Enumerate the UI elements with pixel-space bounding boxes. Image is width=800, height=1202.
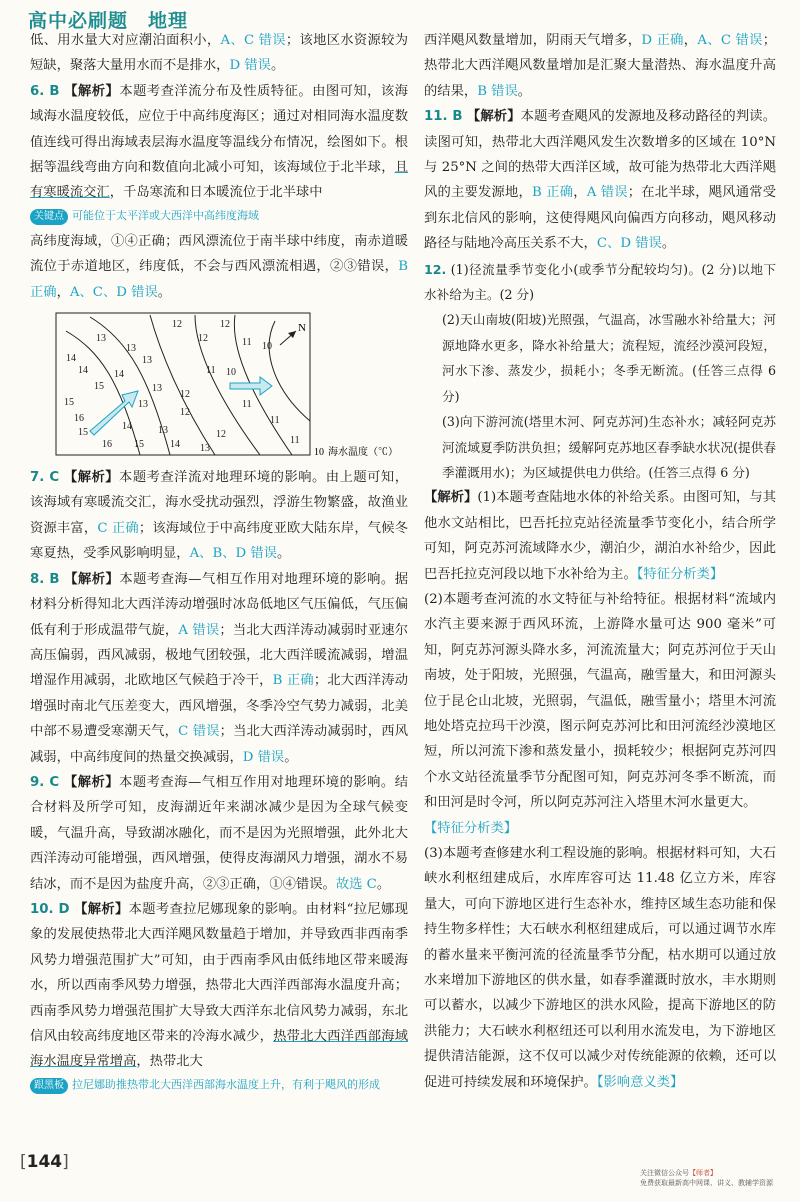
temperature-label: 10 [262, 341, 272, 353]
footer-text: 免费获取最新高中网课、讲义、教辅学资源 [640, 1179, 773, 1187]
analysis-tag: 【解析】 [64, 83, 120, 99]
cold-current-arrow [230, 377, 272, 395]
temperature-label: 14 [114, 369, 124, 381]
temperature-label: 11 [206, 365, 216, 377]
temperature-label: 14 [78, 365, 88, 377]
text: 本题考查海—气相互作用对地理环境的影响。结合材料及所学可知，皮海湖近年来湖冰减少是因为全球气候变暖，气温升高，导致湖冰融化，而不是因为光照增强，此外北大西洋涛动可能增强，西风增强，使得皮海湖风力增强，湖水不易结冰，而不是因为盐度升高，②③正确，①④错误。 [30, 774, 409, 892]
page-number: [144] [20, 1152, 69, 1172]
question-number: 12. [424, 261, 447, 277]
temperature-label: 14 [170, 439, 180, 451]
question-10-cont [424, 28, 776, 104]
answer-mark: 故选 C [335, 876, 377, 892]
answer-mark: D 错误 [229, 58, 271, 74]
question-number: 8. B [30, 571, 60, 587]
answer-mark: D 正确 [641, 33, 684, 48]
continued-paragraph [30, 28, 408, 79]
text: 本题考查海—气相互作用对地理环境的影响。据材料分析得知北大西洋涛动增强时冰岛低地区气压偏低，气压偏低有利于形成温带气旋， [30, 571, 408, 638]
temperature-label: 13 [138, 399, 148, 411]
question-number: 10. D [30, 901, 70, 917]
temperature-label: 13 [152, 383, 162, 395]
note-badge: 跟黑板 [30, 1078, 68, 1094]
text: 。 [284, 749, 298, 765]
text: 本题考查洋流分布及性质特征。由图可知，该海域海水温度较低，应位于中高纬度海区；通过对相同海水温度数值连线可得出海域表层海水温度等温线分布情况，绘图如下。根据等温线弯曲方向和数值向北减小可知，该海域位于北半球， [30, 83, 408, 176]
question-12-analysis-3 [424, 841, 776, 1095]
text: 高纬度海域，①④正确；西风漂流位于南半球中纬度，南赤道暖流位于赤道地区，纬度低，不会与西风漂流相遇，②③错误， [30, 233, 408, 275]
temperature-label: 11 [270, 415, 280, 427]
question-6 [30, 79, 408, 206]
category-tag: 【影响意义类】 [596, 1074, 684, 1090]
text: 西洋飓风数量增加，阴雨天气增多， [424, 33, 642, 48]
footer-highlight: 【师者】 [689, 1169, 717, 1177]
text: ；当北大西洋涛动减弱时，西风减弱，中高纬度间的热量交换减弱， [30, 724, 409, 765]
text: (2)本题考查河流的水文特征与补给特征。根据材料“流域内水汽主要来源于西风环流，上游降水量可达 900 毫米”可知，阿克苏河源头降水多，河流流量大；阿克苏河位于天山南坡，处于阳坡，光照强，气温高，融雪量大，和田河源头位于昆仑山北坡，光照弱，气温低，融雪量小；塔里木河流地处塔克拉玛干沙漠，图示阿克苏河比和田河流经沙漠地区短，所以河流下渗和蒸发量小，损耗较少；根据阿克苏河四个水文站径流量季节分配图可知，阿克苏河冬季不断流，而和田河是时令河，所以阿克苏河注入塔里木河水量更大。 [424, 591, 776, 811]
text: ， [56, 284, 70, 300]
text: 本题考查飓风的发源地及移动路径的判读。读图可知，热带北大西洋飓风发生次数增多的区域在 10°N 与 25°N 之间的热带大西洋区域，故可能为热带北大西洋飓风的主要发源地， [424, 109, 777, 201]
answer-mark: B 错误 [477, 83, 518, 99]
legend-label: 海水温度（℃） [328, 447, 398, 459]
answer-mark: C、D 错误 [596, 236, 662, 252]
question-number: 6. B [30, 83, 60, 99]
text: 。 [277, 546, 291, 562]
temperature-label: 12 [198, 333, 208, 345]
answer-mark: C 错误 [178, 724, 220, 740]
north-label: N [298, 322, 306, 335]
temperature-label: 15 [134, 439, 144, 451]
temperature-label: 12 [180, 389, 190, 401]
answer-mark: B 正确 [272, 673, 314, 689]
text: ；该地区水资源较为短缺，聚落大量用水而不是排水， [30, 33, 409, 74]
analysis-tag: 【解析】 [63, 470, 120, 486]
text: 。 [376, 876, 391, 892]
answer-mark: C 正确 [97, 520, 139, 536]
page-number-value: 144 [26, 1152, 63, 1172]
temperature-label: 15 [64, 397, 74, 409]
text: 本题考查洋流对地理环境的影响。由上题可知，该海域有寒暖流交汇，海水受扰动强烈，浮游生物繁盛，故渔业资源丰富， [30, 470, 409, 536]
question-number: 7. C [30, 470, 60, 486]
text: ， [683, 33, 698, 48]
question-12-analysis-2-tag [424, 816, 776, 841]
question-10 [30, 897, 408, 1075]
question-12-analysis-2 [424, 587, 776, 816]
answer-mark: A 错误 [178, 622, 220, 638]
temperature-label: 12 [180, 407, 190, 419]
analysis-tag: 【解析】 [466, 109, 521, 125]
text: ，千岛寒流和日本暖流位于北半球中 [109, 185, 323, 201]
analysis-tag: 【解析】 [74, 901, 129, 917]
question-12-answer-1 [424, 257, 776, 308]
text: 。 [157, 284, 172, 300]
question-number: 9. C [30, 774, 60, 790]
temperature-label: 13 [126, 343, 136, 355]
analysis-tag: 【解析】 [63, 774, 120, 790]
temperature-label: 13 [200, 443, 210, 455]
question-7 [30, 465, 408, 567]
temperature-label: 13 [142, 355, 152, 367]
category-tag: 【特征分析类】 [424, 820, 518, 836]
blackboard-note [30, 1077, 408, 1094]
note-badge: 关键点 [30, 209, 68, 225]
temperature-label: 12 [172, 319, 182, 331]
temperature-label: 16 [102, 439, 112, 451]
text: ；在北半球，飓风通常受到东北信风的影响，这使得飓风向偏西方向移动，飓风移动路径与陆地冷高压关系不大， [424, 185, 777, 252]
answer-mark: A、C、D 错误 [69, 284, 158, 300]
temperature-label: 13 [158, 425, 168, 437]
legend-number: 10 [314, 447, 324, 459]
text: (1)径流量季节变化小(或季节分配较均匀)。(2 分)以地下水补给为主。(2 分) [424, 261, 776, 303]
isotherm-figure [30, 311, 408, 461]
temperature-label: 14 [122, 421, 132, 433]
category-tag: 【特征分析类】 [636, 566, 724, 582]
text: ，热带北大 [136, 1054, 203, 1070]
question-9 [30, 770, 408, 897]
text: 。 [270, 58, 285, 74]
answer-mark: A、C 错误 [220, 33, 286, 48]
answer-mark: B 正确 [532, 185, 574, 201]
answer-mark: D 错误 [242, 749, 285, 765]
question-8 [30, 567, 408, 770]
temperature-label: 16 [74, 413, 84, 425]
text: 。 [517, 83, 532, 99]
answer-mark: A、B、D 错误 [189, 546, 278, 562]
keypoint-note [30, 208, 408, 225]
temperature-label: 11 [242, 399, 252, 411]
answer-mark: A、C 错误 [697, 33, 763, 48]
temperature-label: 14 [66, 353, 76, 365]
question-12-answer-3: (3)向下游河流(塔里木河、阿克苏河)生态补水；减轻阿克苏河流域夏季防洪负担；缓解阿克苏地区春季缺水状况(提供春季灌溉用水)；为区域提供电力供给。(任答三点得 6 分) [442, 414, 776, 480]
text: (3)本题考查修建水利工程设施的影响。根据材料可知，大石峡水利枢纽建成后，水库库容可达 11.48 亿立方米，库容量大，可向下游地区进行生态补水，维持区域生态功能和保持生物多样性；大石峡水利枢纽建成后，可以通过调节水库的蓄水量来平衡河流的径流量季节分配，枯水期可以通过放水来增加下游地区的供水量，如春季灌溉时放水，丰水期则可以蓄水，以减少下游地区的洪水风险，提高下游地区的防洪能力；大石峡水利枢纽还可以利用水流发电，为下游地区提供清洁能源，这不仅可以减少对传统能源的依赖，还可以促进可持续发展和环境保护。 [424, 846, 776, 1090]
text: ；当北大西洋涛动减弱时亚速尔高压偏弱，西风减弱，极地气团较强，北大西洋暖流减弱，增温增湿作用减弱，北欧地区气候趋于冷干， [30, 622, 409, 689]
footer-text: 关注微信公众号 [640, 1169, 689, 1177]
book-title: 高中必刷题 地理 [28, 10, 189, 32]
question-number: 11. B [424, 109, 463, 125]
temperature-label: 11 [242, 337, 252, 349]
answer-mark: A 错误 [586, 185, 628, 201]
note-text: 可能位于太平洋或大西洋中高纬度海域 [72, 208, 259, 222]
temperature-label: 10 [226, 367, 236, 379]
analysis-tag: 【解析】 [424, 490, 478, 506]
left-column [30, 28, 408, 1098]
footer-note [640, 1168, 790, 1188]
underlined-keypoint: 且有寒暖流交汇 [30, 160, 408, 201]
temperature-label: 15 [78, 427, 88, 439]
temperature-label: 12 [216, 429, 226, 441]
text: ；热带北大西洋飓风数量增加是汇聚大量潜热、海水温度升高的结果， [424, 33, 777, 99]
answer-mark: B 正确 [30, 259, 408, 300]
text: 本题考查拉尼娜现象的影响。由材料“拉尼娜现象的发展使热带北大西洋飓风数量趋于增加，并导致西非西南季风势力增强范围扩大”可知，由于西南季风由低纬地区带来暖海水，所以西南季风势力增强，热带北大西洋西部海水温度升高；西南季风势力增强范围扩大导致大西洋东北信风势力减弱，东北信风由较高纬度地区带来的冷海水减少， [30, 901, 408, 1044]
text: (1)本题考查陆地水体的补给关系。由图可知，与其他水文站相比，巴吾托拉克站径流量季节变化小，结合所学可知，阿克苏河流域降水少，潮泊少，湖泊水补给少，因此巴吾托拉克河段以地下水补给为主。 [424, 490, 776, 582]
text: 低、用水量大对应潮泊面积小， [30, 33, 221, 48]
analysis-tag: 【解析】 [64, 571, 120, 587]
question-6-cont [30, 229, 408, 305]
temperature-label: 12 [220, 319, 230, 331]
isotherm-map [30, 311, 408, 461]
question-12-analysis-1 [424, 485, 776, 587]
right-column [424, 28, 776, 1095]
temperature-label: 11 [290, 435, 300, 447]
text: ， [573, 185, 587, 201]
text: ；北大西洋涛动增强时南北气压差变大，西风增强，冬季冷空气势力减弱，北美中部不易遭受寒潮天气， [30, 673, 409, 740]
question-11 [424, 104, 776, 256]
underlined-keypoint: 热带北大西洋西部海域海水温度异常增高 [30, 1029, 409, 1070]
text: 。 [661, 236, 676, 252]
temperature-label: 13 [96, 333, 106, 345]
note-text: 拉尼娜助推热带北大西洋西部海水温度上升，有利于飓风的形成 [72, 1077, 380, 1091]
text: ；该海域位于中高纬度亚欧大陆东岸，气候冬寒夏热，受季风影响明显， [30, 520, 409, 562]
question-12-answer-2: (2)天山南坡(阳坡)光照强，气温高，冰雪融水补给量大；河源地降水更多，降水补给量大；流程短，流经沙漠河段短，河水下渗、蒸发少，损耗小；冬季无断流。(任答三点得 6 分) [442, 312, 776, 404]
temperature-label: 15 [94, 381, 104, 393]
